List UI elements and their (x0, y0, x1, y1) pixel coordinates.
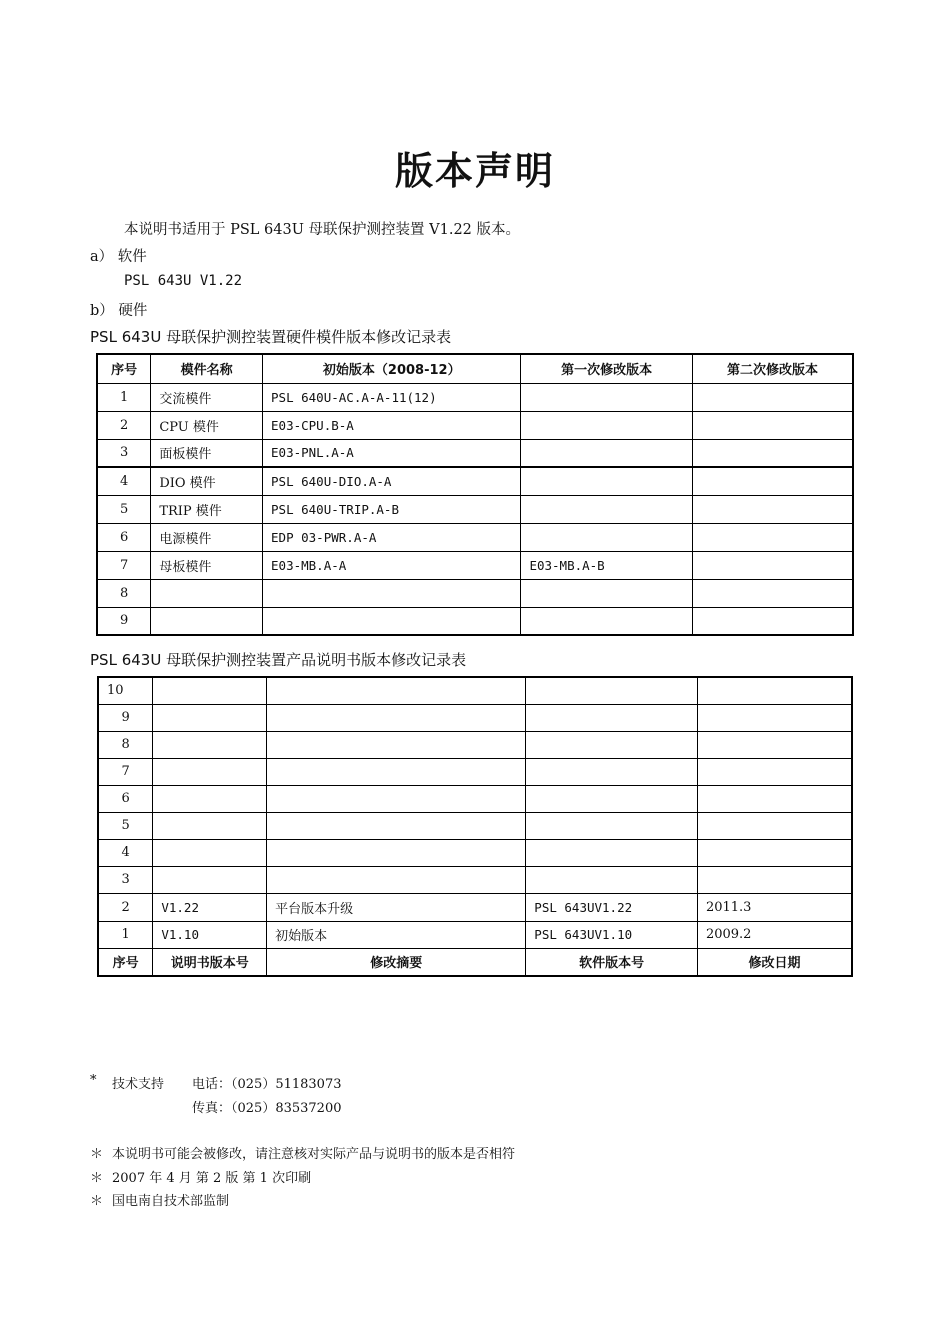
first-revision (521, 439, 692, 467)
change-summary: 初始版本 (267, 921, 526, 948)
manual-version (153, 866, 267, 893)
software-version-cell (526, 677, 698, 704)
header-cell: 第一次修改版本 (521, 354, 692, 383)
change-date (697, 839, 852, 866)
table-row (97, 523, 853, 551)
table-row (98, 921, 852, 948)
page-title: 版本声明 (394, 149, 555, 193)
first-revision (521, 523, 692, 551)
software-version-cell (526, 785, 698, 812)
table-row (97, 551, 853, 579)
initial-version: PSL 640U-TRIP.A-B (263, 495, 521, 523)
initial-version: E03-PNL.A-A (263, 439, 521, 467)
manual-version (153, 785, 267, 812)
row-index: 8 (97, 579, 151, 607)
module-name: TRIP 模件 (151, 495, 263, 523)
table-row (97, 607, 853, 635)
manual-version: V1.22 (153, 893, 267, 921)
change-date (697, 677, 852, 704)
support-fax: 传真：（025）83537200 (192, 1101, 342, 1116)
header-cell: 修改日期 (697, 948, 852, 976)
header-cell: 初始版本（2008-12） (263, 354, 521, 383)
software-version: PSL 643U V1.22 (124, 273, 243, 289)
change-summary (267, 839, 526, 866)
table-row (98, 812, 852, 839)
software-label: a） 软件 (90, 249, 147, 265)
module-name: 交流模件 (151, 383, 263, 411)
change-summary (267, 812, 526, 839)
second-revision (692, 495, 853, 523)
header-cell: 第二次修改版本 (692, 354, 853, 383)
change-date (697, 758, 852, 785)
hardware-label: b） 硬件 (90, 303, 148, 319)
note-star: ＊ (90, 1171, 104, 1186)
header-cell: 软件版本号 (526, 948, 698, 976)
software-version-cell: PSL 643UV1.22 (526, 893, 698, 921)
note-star: ＊ (90, 1147, 104, 1162)
table-row (98, 731, 852, 758)
manual-version: V1.10 (153, 921, 267, 948)
manual-table-caption: PSL 643U 母联保护测控装置产品说明书版本修改记录表 (90, 651, 467, 669)
change-date (697, 785, 852, 812)
manual-version (153, 758, 267, 785)
second-revision (692, 607, 853, 635)
note-star: ＊ (90, 1194, 104, 1209)
header-cell: 说明书版本号 (153, 948, 267, 976)
manual-table-header (98, 948, 852, 976)
initial-version (263, 607, 521, 635)
table-row (98, 839, 852, 866)
table-row (97, 579, 853, 607)
module-name: 母板模件 (151, 551, 263, 579)
header-cell: 模件名称 (151, 354, 263, 383)
table-row (98, 677, 852, 704)
row-index: 7 (97, 551, 151, 579)
table-row (97, 439, 853, 467)
second-revision (692, 467, 853, 495)
module-name (151, 579, 263, 607)
initial-version: PSL 640U-AC.A-A-11(12) (263, 383, 521, 411)
first-revision (521, 383, 692, 411)
support-phone: 电话：（025）51183073 (192, 1077, 342, 1092)
row-index: 3 (98, 866, 153, 893)
row-index: 8 (98, 731, 153, 758)
first-revision: E03-MB.A-B (521, 551, 692, 579)
first-revision (521, 411, 692, 439)
second-revision (692, 579, 853, 607)
initial-version: E03-MB.A-A (263, 551, 521, 579)
table-row (98, 758, 852, 785)
table-row (97, 467, 853, 495)
second-revision (692, 551, 853, 579)
second-revision (692, 383, 853, 411)
support-label: 技术支持 (112, 1077, 165, 1092)
change-summary (267, 704, 526, 731)
software-version-cell (526, 731, 698, 758)
manual-version (153, 812, 267, 839)
row-index: 6 (98, 785, 153, 812)
row-index: 1 (97, 383, 151, 411)
software-version-cell (526, 812, 698, 839)
module-name: 面板模件 (151, 439, 263, 467)
row-index: 6 (97, 523, 151, 551)
change-date (697, 704, 852, 731)
first-revision (521, 607, 692, 635)
header-cell: 序号 (98, 948, 153, 976)
note-printing: 2007 年 4 月 第 2 版 第 1 次印刷 (112, 1171, 312, 1186)
change-summary (267, 785, 526, 812)
initial-version: EDP 03-PWR.A-A (263, 523, 521, 551)
manual-version (153, 731, 267, 758)
module-name (151, 607, 263, 635)
initial-version: E03-CPU.B-A (263, 411, 521, 439)
row-index: 7 (98, 758, 153, 785)
change-summary (267, 731, 526, 758)
hardware-version-table (96, 353, 854, 636)
second-revision (692, 411, 853, 439)
row-index: 5 (97, 495, 151, 523)
change-date: 2011.3 (697, 893, 852, 921)
software-version-cell (526, 866, 698, 893)
header-cell: 序号 (97, 354, 151, 383)
manual-version (153, 839, 267, 866)
change-summary (267, 677, 526, 704)
note-revision-warning: 本说明书可能会被修改，请注意核对实际产品与说明书的版本是否相符 (112, 1147, 516, 1162)
table-row (98, 866, 852, 893)
manual-version-table (97, 676, 853, 977)
row-index: 10 (98, 677, 153, 704)
table-row (97, 411, 853, 439)
row-index: 3 (97, 439, 151, 467)
hardware-table-header (97, 354, 853, 383)
note-supervisor: 国电南自技术部监制 (112, 1194, 230, 1209)
module-name: DIO 模件 (151, 467, 263, 495)
change-date: 2009.2 (697, 921, 852, 948)
hardware-table-caption: PSL 643U 母联保护测控装置硬件模件版本修改记录表 (90, 328, 452, 346)
table-row (97, 495, 853, 523)
row-index: 4 (98, 839, 153, 866)
table-row (98, 785, 852, 812)
row-index: 5 (98, 812, 153, 839)
change-date (697, 812, 852, 839)
software-version-cell: PSL 643UV1.10 (526, 921, 698, 948)
table-row (98, 893, 852, 921)
software-version-cell (526, 839, 698, 866)
manual-version (153, 704, 267, 731)
manual-version (153, 677, 267, 704)
initial-version (263, 579, 521, 607)
first-revision (521, 579, 692, 607)
change-date (697, 731, 852, 758)
row-index: 2 (97, 411, 151, 439)
first-revision (521, 467, 692, 495)
change-summary (267, 866, 526, 893)
change-date (697, 866, 852, 893)
second-revision (692, 439, 853, 467)
row-index: 4 (97, 467, 151, 495)
module-name: 电源模件 (151, 523, 263, 551)
support-star: * (90, 1073, 97, 1088)
row-index: 9 (98, 704, 153, 731)
row-index: 1 (98, 921, 153, 948)
first-revision (521, 495, 692, 523)
software-version-cell (526, 758, 698, 785)
module-name: CPU 模件 (151, 411, 263, 439)
header-cell: 修改摘要 (267, 948, 526, 976)
second-revision (692, 523, 853, 551)
table-row (98, 704, 852, 731)
software-version-cell (526, 704, 698, 731)
row-index: 2 (98, 893, 153, 921)
intro-text: 本说明书适用于 PSL 643U 母联保护测控装置 V1.22 版本。 (124, 222, 521, 238)
change-summary: 平台版本升级 (267, 893, 526, 921)
table-row (97, 383, 853, 411)
initial-version: PSL 640U-DIO.A-A (263, 467, 521, 495)
row-index: 9 (97, 607, 151, 635)
change-summary (267, 758, 526, 785)
